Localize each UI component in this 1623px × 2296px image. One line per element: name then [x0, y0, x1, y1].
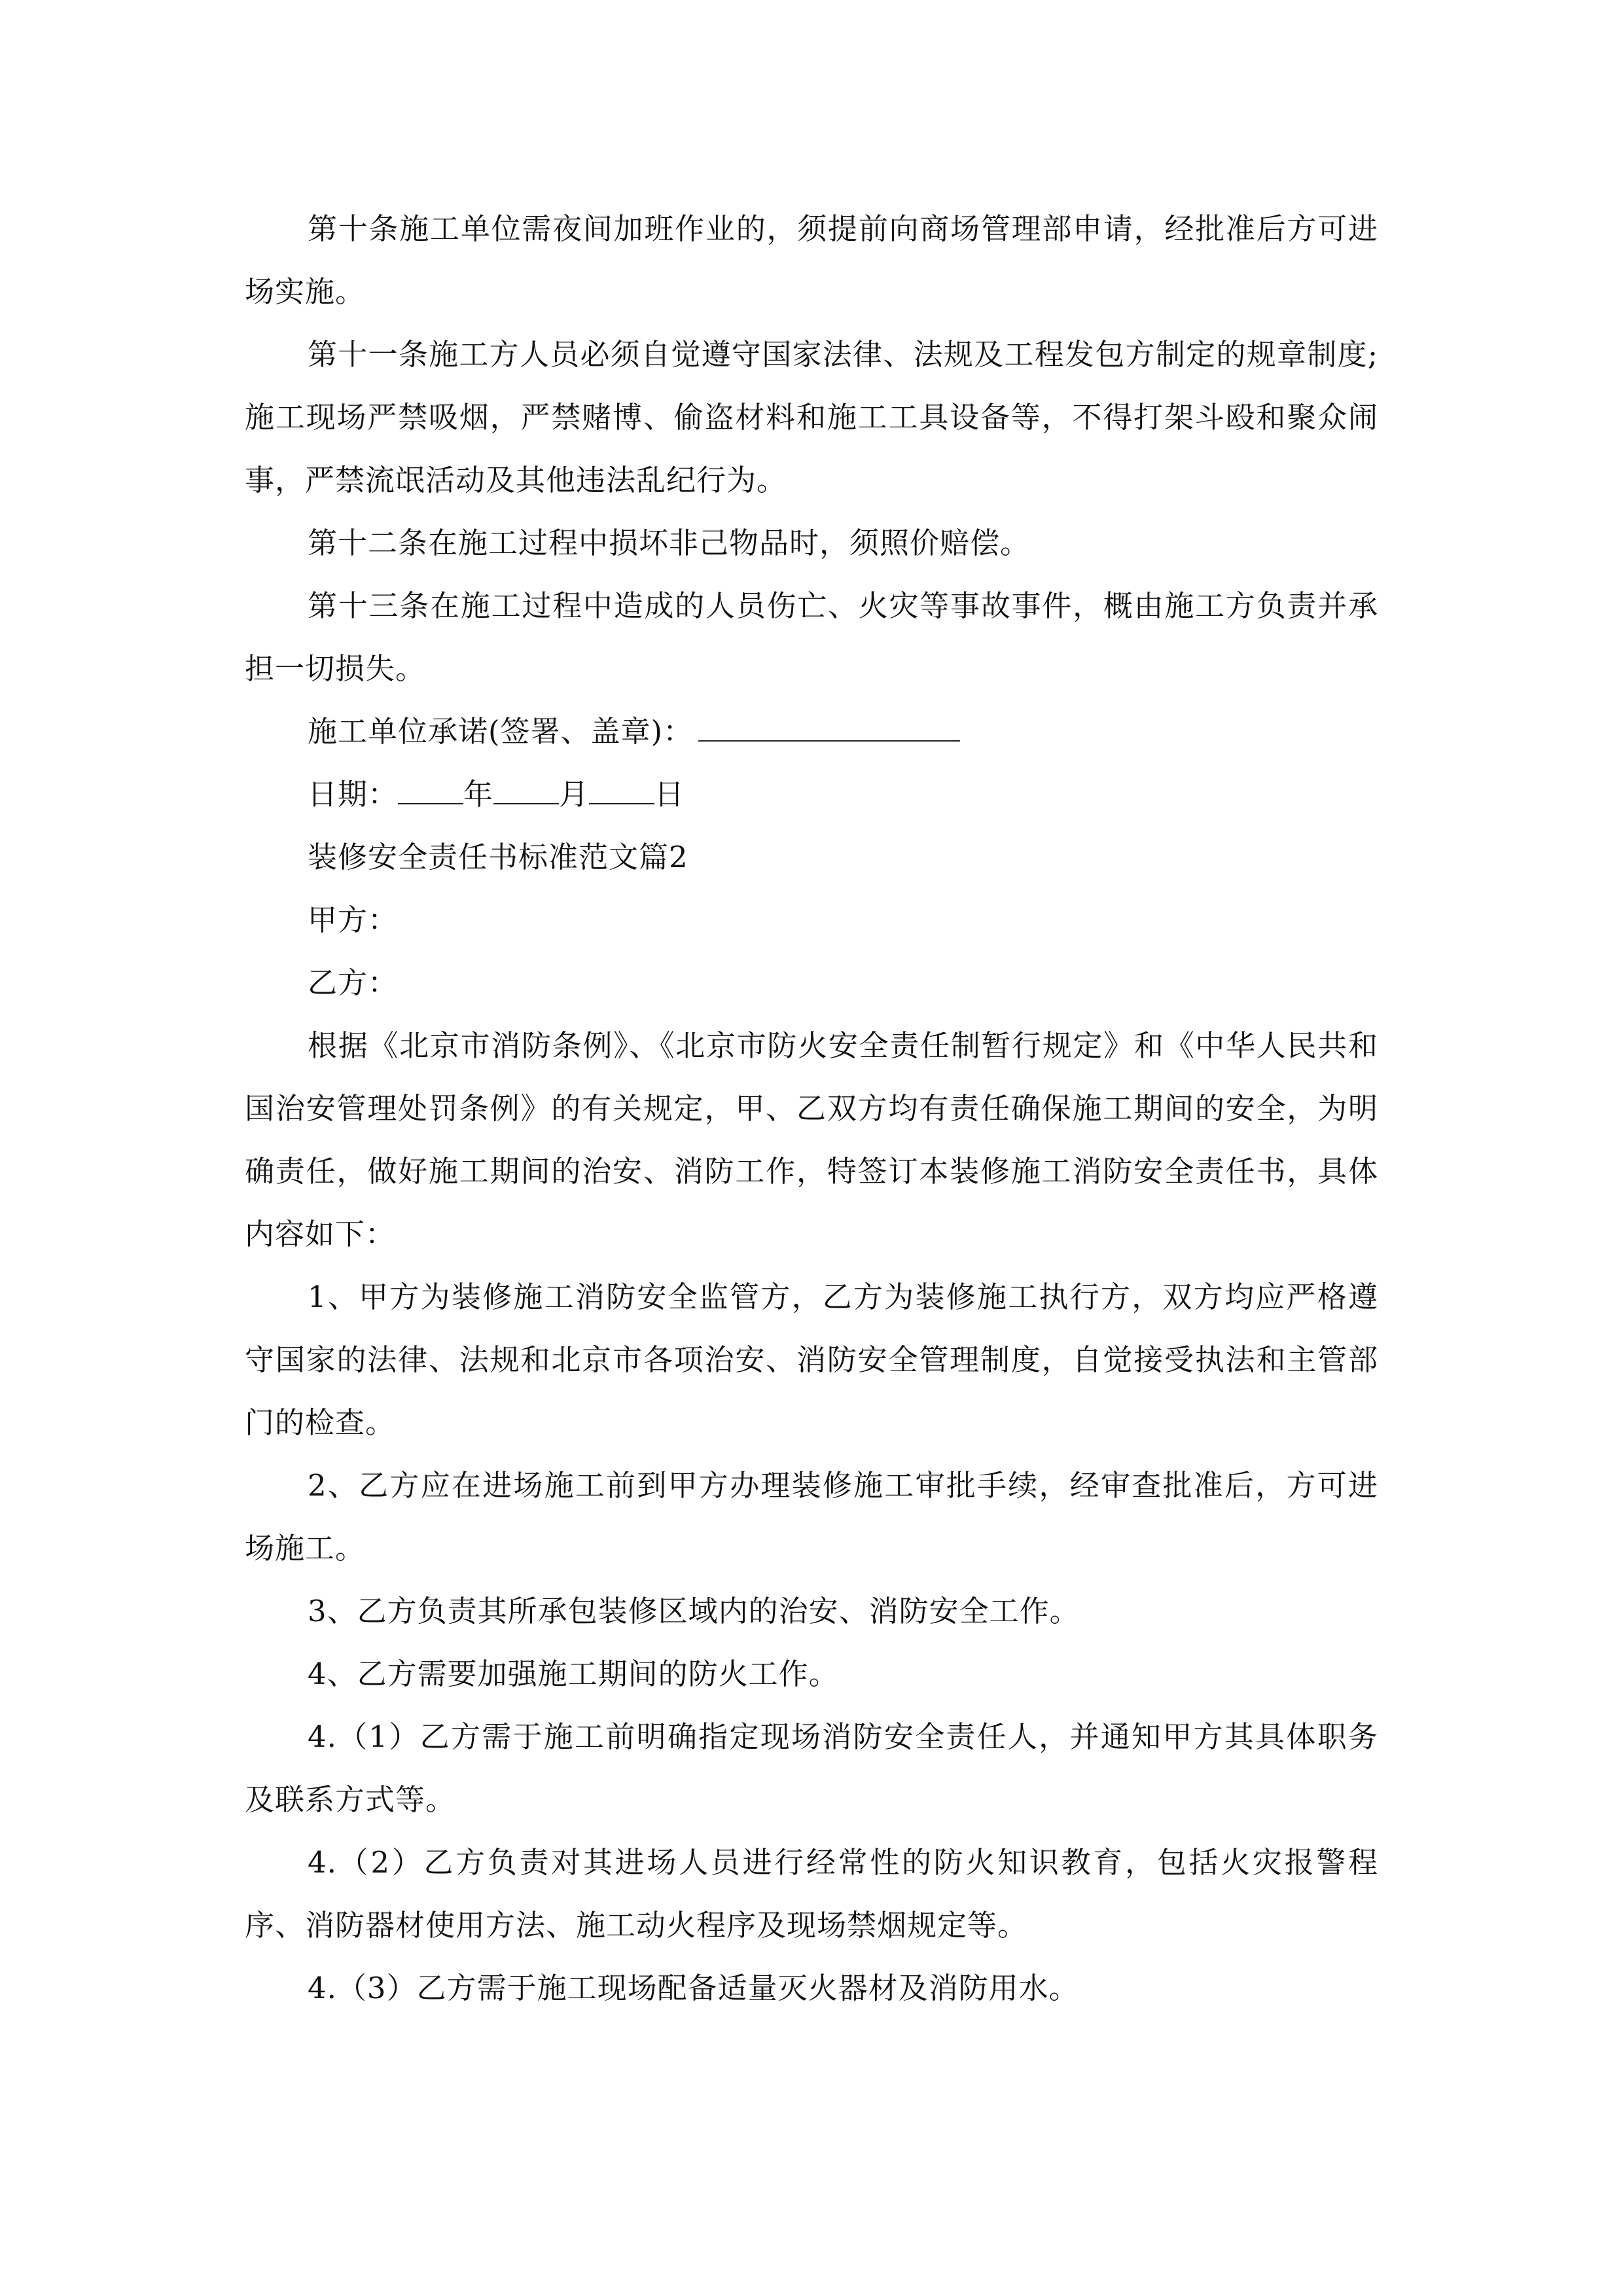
party-b-label: 乙方：	[308, 965, 399, 1000]
article-13: 第十三条在施工过程中造成的人员伤亡、火灾等事故事件，概由施工方负责并承担一切损失。	[245, 588, 1378, 686]
article-12: 第十二条在施工过程中损坏非己物品时，须照价赔偿。	[308, 526, 1031, 560]
signature-label: 施工单位承诺(签署、盖章)：	[308, 714, 694, 749]
document-body	[245, 198, 1378, 2020]
article-11: 第十一条施工方人员必须自觉遵守国家法律、法规及工程发包方制定的规章制度;施工现场严禁吸烟，严禁赌博、偷盗材料和施工工具设备等，不得打架斗殴和聚众闹事，严禁流氓活动及其他违法乱纪行为。	[245, 337, 1378, 497]
day-blank[interactable]	[589, 771, 654, 805]
clause-4-2: 4.（2）乙方负责对其进场人员进行经常性的防火知识教育，包括火灾报警程序、消防器材使用方法、施工动火程序及现场禁烟规定等。	[245, 1845, 1378, 1943]
month-blank[interactable]	[493, 771, 559, 805]
clause-3: 3、乙方负责其所承包装修区域内的治安、消防安全工作。	[308, 1594, 1080, 1628]
date-label: 日期：	[308, 777, 399, 812]
month-label: 月	[559, 777, 590, 812]
section-title: 装修安全责任书标准范文篇2	[308, 840, 688, 874]
clause-4-1: 4.（1）乙方需于施工前明确指定现场消防安全责任人，并通知甲方其具体职务及联系方式等。	[245, 1719, 1378, 1817]
clause-4-3: 4.（3）乙方需于施工现场配备适量灭火器材及消防用水。	[308, 1971, 1079, 2005]
party-a-label: 甲方：	[308, 903, 399, 937]
article-10: 第十条施工单位需夜间加班作业的，须提前向商场管理部申请，经批准后方可进场实施。	[245, 211, 1378, 309]
day-label: 日	[654, 777, 685, 812]
date-line	[245, 763, 1378, 826]
year-blank[interactable]	[398, 771, 463, 805]
clause-1: 1、甲方为装修施工消防安全监管方，乙方为装修施工执行方，双方均应严格遵守国家的法律、法规和北京市各项治安、消防安全管理制度，自觉接受执法和主管部门的检查。	[245, 1280, 1378, 1440]
clause-4: 4、乙方需要加强施工期间的防火工作。	[308, 1657, 839, 1691]
signature-line	[245, 700, 1378, 763]
clause-2: 2、乙方应在进场施工前到甲方办理装修施工审批手续，经审查批准后，方可进场施工。	[245, 1468, 1378, 1566]
year-label: 年	[463, 777, 494, 812]
preamble-paragraph: 根据《北京市消防条例》、《北京市防火安全责任制暂行规定》和《中华人民共和国治安管理处罚条例》的有关规定，甲、乙双方均有责任确保施工期间的安全，为明确责任，做好施工期间的治安、消防工作，特签订本装修施工消防安全责任书，具体内容如下：	[245, 1028, 1378, 1251]
signature-blank[interactable]	[698, 708, 960, 742]
